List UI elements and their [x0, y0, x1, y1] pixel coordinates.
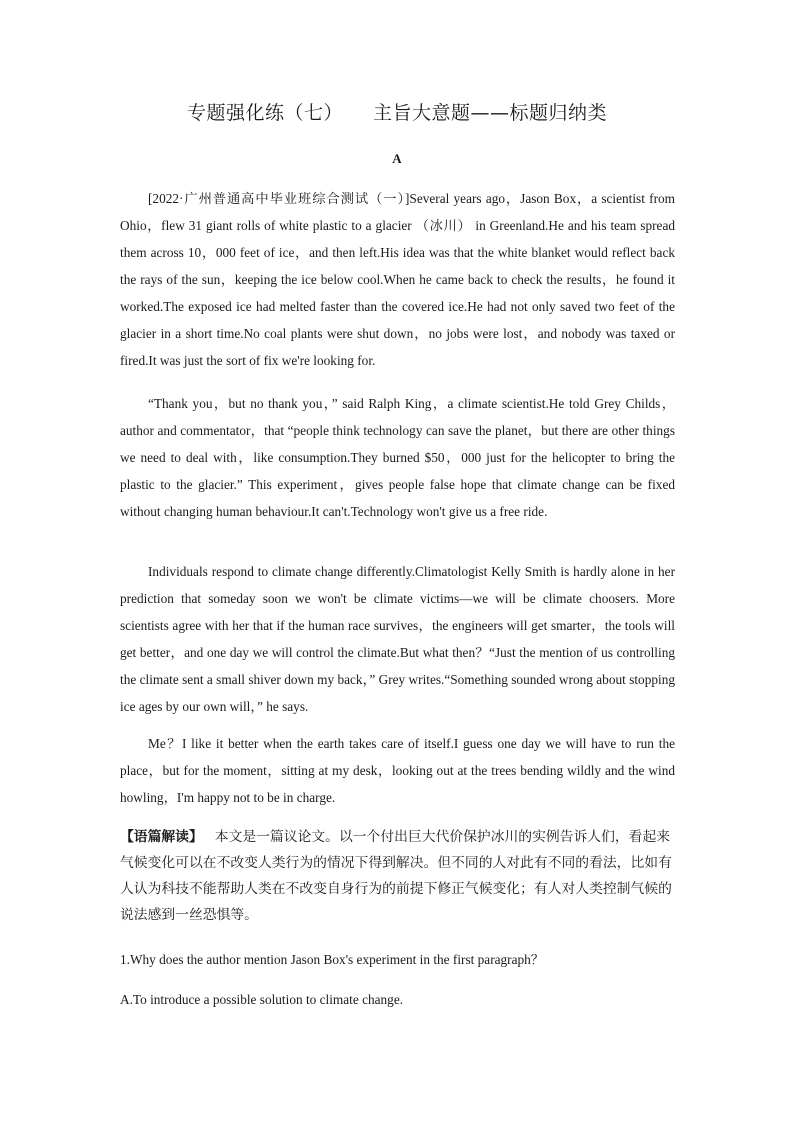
- page-title: [0, 98, 794, 125]
- discourse-analysis: [120, 824, 680, 928]
- section-label: A: [392, 151, 402, 166]
- analysis-label: 【语篇解读】: [120, 829, 203, 845]
- passage-paragraph-1: [2022·广州普通高中毕业班综合测试（一）]Several years ago，Jason Box，a scientist from Ohio，flew 31 giant rolls of white plastic to a glacier （冰川） in Greenland.He and his team spread them across 10，000 feet of ice，and then left.His idea was that the white blanket would reflect back the rays of the sun，keeping the ice below cool.When he came back to check the results，he found it worked.The exposed ice had melted faster than the covered ice.He had not only saved two feet of the glacier in a short time.No coal plants were shut down，no jobs were lost，and nobody was taxed or fired.It was just the sort of fix we're looking for.: [120, 191, 675, 368]
- title-topic: 主旨大意题——标题归纳类: [373, 102, 608, 124]
- question-stem: 1.Why does the author mention Jason Box's experiment in the first paragraph？: [120, 952, 545, 967]
- passage-paragraph-2: “Thank you，but no thank you，” said Ralph King，a climate scientist.He told Grey Childs，author and commentator，that “people think technology can save the planet，but there are other things we need to deal with，like consumption.They burned $50，000 just for the helicopter to bring the plastic to the glacier.” This experiment，gives people false hope that climate change can be fixed without changing human behaviour.It can't.Technology won't give us a free ride.: [120, 396, 675, 519]
- passage-paragraph-3: Individuals respond to climate change differently.Climatologist Kelly Smith is hardly alone in her prediction that someday soon we won't be climate victims—we will be climate choosers. More scientists agree with her that if the human race survives，the engineers will get smarter，the tools will get better，and one day we will control the climate.But what then？“Just the mention of us controlling the climate sent a small shiver down my back，” Grey writes.“Something sounded wrong about stopping ice ages by our own will，” he says.: [120, 564, 675, 714]
- question-option-a: A.To introduce a possible solution to climate change.: [120, 992, 404, 1007]
- passage-paragraph-4: Me？I like it better when the earth takes care of itself.I guess one day we will have to run the place，but for the moment，sitting at my desk，looking out at the trees bending wildly and the wind howling，I'm happy not to be in charge.: [120, 736, 675, 805]
- title-series: 专题强化练（七）: [186, 102, 343, 124]
- analysis-text: 本文是一篇议论文。以一个付出巨大代价保护冰川的实例告诉人们，看起来气候变化可以在不改变人类行为的情况下得到解决。但不同的人对此有不同的看法，比如有人认为科技不能帮助人类在不改变自身行为的前提下修正气候变化；有人对人类控制气候的说法感到一丝恐惧等。: [120, 829, 672, 923]
